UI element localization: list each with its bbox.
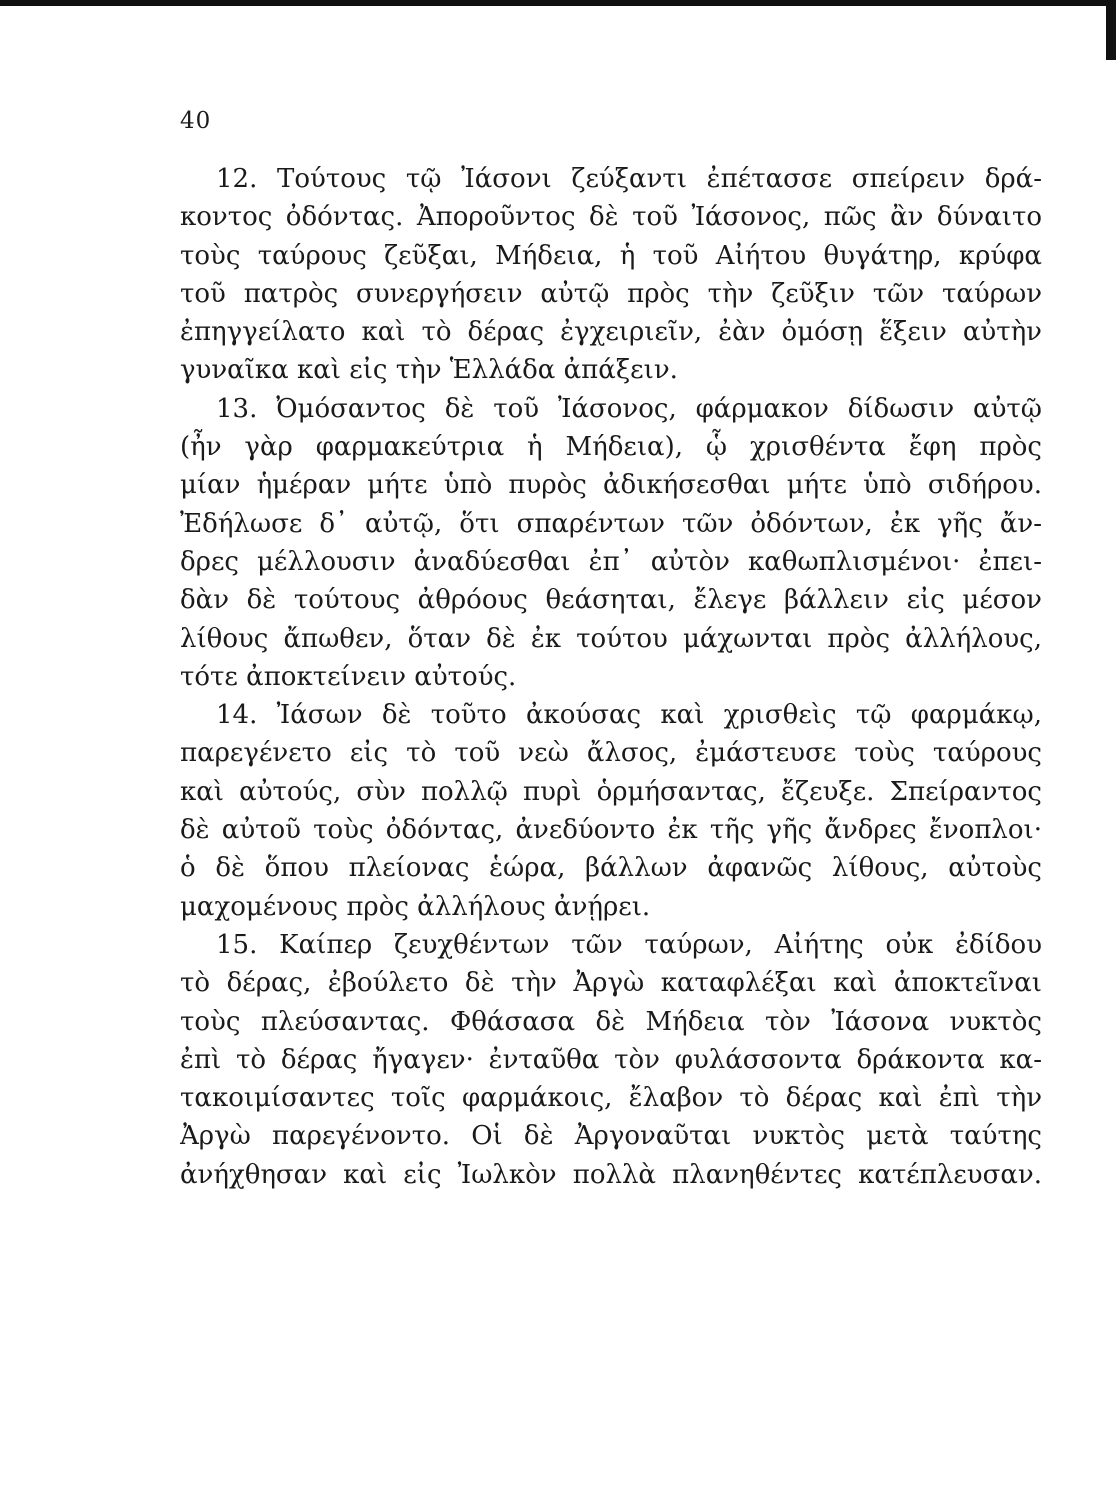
paragraph-14 [180, 696, 1042, 926]
text-line: μαχομένους πρὸς ἀλλήλους ἀνῄρει. [180, 891, 651, 922]
text-line: τοὺς ταύρους ζεῦξαι, Μήδεια, ἡ τοῦ Αἰήτου θυγάτηρ, κρύφα [180, 240, 1042, 271]
scan-top-border [0, 0, 1116, 6]
paragraph-13 [180, 390, 1042, 696]
text-line: δρες μέλλουσιν ἀναδύεσθαι ἐπ᾽ αὐτὸν καθωπλισμένοι· ἐπει- [180, 546, 1042, 577]
text-line: μίαν ἡμέραν μήτε ὑπὸ πυρὸς ἀδικήσεσθαι μήτε ὑπὸ σιδήρου. [180, 470, 1042, 501]
paragraph-15 [180, 926, 1042, 1194]
paragraph-12 [180, 160, 1042, 390]
scan-right-border [1106, 0, 1116, 60]
text-line: 15. Καίπερ ζευχθέντων τῶν ταύρων, Αἰήτης οὐκ ἐδίδου [216, 929, 1042, 960]
text-line: καὶ αὐτούς, σὺν πολλῷ πυρὶ ὁρμήσαντας, ἔζευξε. Σπείραντος [180, 776, 1042, 807]
text-line: Ἐδήλωσε δ᾽ αὐτῷ, ὅτι σπαρέντων τῶν ὀδόντων, ἐκ γῆς ἄν- [180, 508, 1042, 539]
text-line: 14. Ἰάσων δὲ τοῦτο ἀκούσας καὶ χρισθεὶς τῷ φαρμάκῳ, [216, 700, 1042, 731]
text-line: κοντος ὀδόντας. Ἀποροῦντος δὲ τοῦ Ἰάσονος, πῶς ἂν δύναιτο [180, 202, 1042, 233]
text-line: λίθους ἄπωθεν, ὅταν δὲ ἐκ τούτου μάχωνται πρὸς ἀλλήλους, [180, 623, 1042, 654]
text-line: παρεγένετο εἰς τὸ τοῦ νεὼ ἄλσος, ἐμάστευσε τοὺς ταύρους [180, 738, 1042, 769]
text-line: ὁ δὲ ὅπου πλείονας ἑώρα, βάλλων ἀφανῶς λίθους, αὐτοὺς [180, 853, 1042, 884]
text-line: Ἀργὼ παρεγένοντο. Οἱ δὲ Ἀργοναῦται νυκτὸς μετὰ ταύτης [180, 1121, 1042, 1152]
text-line: τοὺς πλεύσαντας. Φθάσασα δὲ Μήδεια τὸν Ἰάσονα νυκτὸς [180, 1006, 1042, 1037]
text-line: τακοιμίσαντες τοῖς φαρμάκοις, ἔλαβον τὸ δέρας καὶ ἐπὶ τὴν [180, 1083, 1042, 1114]
text-body [180, 160, 1042, 1194]
text-line: δὰν δὲ τούτους ἀθρόους θεάσηται, ἔλεγε βάλλειν εἰς μέσον [180, 585, 1042, 616]
text-line: γυναῖκα καὶ εἰς τὴν Ἑλλάδα ἀπάξειν. [180, 355, 678, 386]
text-line: ἀνήχθησαν καὶ εἰς Ἰωλκὸν πολλὰ πλανηθέντες κατέπλευσαν. [180, 1159, 1042, 1190]
text-line: 13. Ὀμόσαντος δὲ τοῦ Ἰάσονος, φάρμακον δίδωσιν αὐτῷ [216, 393, 1042, 424]
text-line: ἐπηγγείλατο καὶ τὸ δέρας ἐγχειριεῖν, ἐὰν ὀμόσῃ ἕξειν αὐτὴν [180, 317, 1042, 348]
text-line: (ἦν γὰρ φαρμακεύτρια ἡ Μήδεια), ᾧ χρισθέντα ἔφη πρὸς [180, 432, 1042, 463]
text-line: 12. Τούτους τῷ Ἰάσονι ζεύξαντι ἐπέτασσε σπείρειν δρά- [216, 164, 1042, 194]
text-line: τὸ δέρας, ἐβούλετο δὲ τὴν Ἀργὼ καταφλέξαι καὶ ἀποκτεῖναι [180, 968, 1042, 999]
text-line: τότε ἀποκτείνειν αὐτούς. [180, 661, 517, 692]
page-number: 40 [180, 108, 212, 134]
text-line: δὲ αὐτοῦ τοὺς ὀδόντας, ἀνεδύοντο ἐκ τῆς γῆς ἄνδρες ἔνοπλοι· [180, 815, 1042, 846]
text-line: τοῦ πατρὸς συνεργήσειν αὐτῷ πρὸς τὴν ζεῦξιν τῶν ταύρων [180, 278, 1042, 309]
text-line: ἐπὶ τὸ δέρας ἤγαγεν· ἐνταῦθα τὸν φυλάσσοντα δράκοντα κα- [180, 1044, 1042, 1075]
